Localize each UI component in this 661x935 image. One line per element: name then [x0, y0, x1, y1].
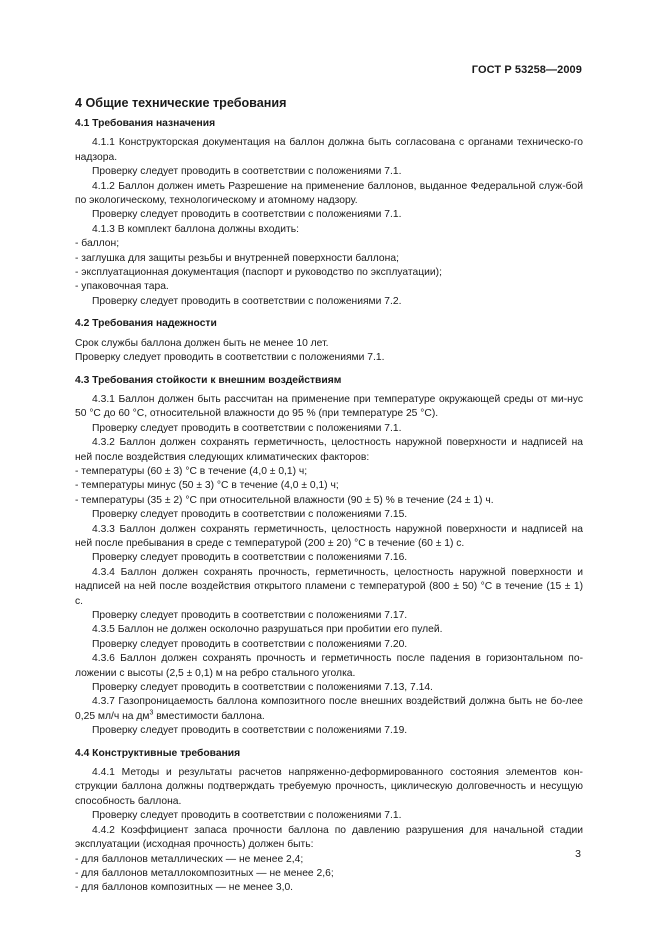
paragraph: Проверку следует проводить в соответствии с положениями 7.1. — [92, 166, 402, 178]
list-item: - упаковочная тара. — [75, 281, 169, 293]
subsection-title: 4.4 Конструктивные требования — [75, 747, 241, 759]
subsection-4-2 — [75, 317, 583, 365]
paragraph: 4.3.1 Баллон должен быть рассчитан на применение при температуре окружающей среды от ми-нус 50 °C до 60 °C, относительной влажности до 95 % (при температуре 25 °C). — [75, 393, 583, 420]
paragraph: 4.3.6 Баллон должен сохранять прочность и герметичность после падения в горизонтальном по-ложении с высоты (2,5 ± 0,1) м на ребро стального уголка. — [75, 653, 583, 679]
paragraph — [75, 695, 583, 724]
paragraph: Проверку следует проводить в соответствии с положениями 7.1. — [75, 352, 385, 364]
paragraph: Проверку следует проводить в соответствии с положениями 7.17. — [92, 610, 408, 621]
list-item: - баллон; — [75, 238, 120, 250]
subsection-4-4 — [75, 747, 583, 896]
paragraph-text: 4.3.7 Газопроницаемость баллона композитного после внешних воздействий должна быть не бо-лее 0,25 мл/ч на дм — [75, 696, 583, 722]
paragraph: 4.3.2 Баллон должен сохранять герметичность, целостность наружной поверхности и надписей на ней после воздействия следующих климатических факторов: — [75, 437, 583, 463]
paragraph: 4.1.2 Баллон должен иметь Разрешение на применение баллонов, выданное Федеральной служ-бой по экологическому, технологическому и атомному надзору. — [75, 180, 583, 207]
paragraph: 4.4.2 Коэффициент запаса прочности баллона по давлению разрушения для начальной стадии эксплуатации (исходная прочность) должен быть: — [75, 824, 583, 851]
paragraph: Проверку следует проводить в соответствии с положениями 7.19. — [92, 725, 408, 737]
subsection-title: 4.2 Требования надежности — [75, 318, 217, 330]
paragraph: Проверку следует проводить в соответствии с положениями 7.13, 7.14. — [92, 682, 433, 694]
list-item: - для баллонов металлокомпозитных — не менее 2,6; — [75, 867, 334, 879]
paragraph: Проверку следует проводить в соответствии с положениями 7.1. — [92, 422, 402, 434]
section-title: 4 Общие технические требования — [75, 96, 287, 110]
subsection-title: 4.3 Требования стойкости к внешним воздействиям — [75, 374, 342, 386]
paragraph: 4.3.5 Баллон не должен осколочно разрушаться при пробитии его пулей. — [92, 624, 443, 636]
subsection-title: 4.1 Требования назначения — [75, 118, 216, 129]
list-item: - эксплуатационная документация (паспорт и руководство по эксплуатации); — [75, 267, 442, 279]
list-item: - температуры (60 ± 3) °C в течение (4,0 ± 0,1) ч; — [75, 465, 308, 477]
paragraph: Проверку следует проводить в соответствии с положениями 7.16. — [92, 552, 408, 564]
list-item: - температуры (35 ± 2) °C при относительной влажности (90 ± 5) % в течение (24 ± 1) ч. — [75, 494, 494, 506]
paragraph: Срок службы баллона должен быть не менее 10 лет. — [75, 337, 329, 349]
list-item: - заглушка для защиты резьбы и внутренней поверхности баллона; — [75, 252, 399, 264]
paragraph: 4.4.1 Методы и результаты расчетов напряженно-деформированного состояния элементов кон-струкции баллона должны подтверждать требуемую прочность, циклическую долговечность и несущую способность баллона. — [75, 767, 583, 807]
superscript: 3 — [149, 709, 154, 717]
paragraph: 4.3.3 Баллон должен сохранять герметичность, целостность наружной поверхности и надписей на ней после пребывания в среде с температурой (200 ± 20) °C в течение (60 ± 1) с. — [75, 523, 583, 549]
paragraph: Проверку следует проводить в соответствии с положениями 7.15. — [92, 509, 408, 521]
list-item: - для баллонов металлических — не менее 2,4; — [75, 853, 304, 865]
paragraph: 4.3.4 Баллон должен сохранять прочность, герметичность, целостность наружной поверхности и надписей на ней после воздействия открытого пламени с температурой (800 ± 50) °C в течение (15 ± 1) с. — [75, 566, 583, 607]
list-item: - температуры минус (50 ± 3) °C в течение (4,0 ± 0,1) ч; — [75, 480, 339, 492]
standard-code: ГОСТ Р 53258—2009 — [471, 64, 582, 76]
paragraph-text: вместимости баллона. — [153, 710, 265, 722]
paragraph: Проверку следует проводить в соответствии с положениями 7.1. — [92, 810, 402, 822]
list-item: - для баллонов композитных — не менее 3,0. — [75, 882, 294, 894]
subsection-4-3 — [75, 374, 583, 739]
paragraph: 4.1.1 Конструкторская документация на баллон должна быть согласована с органами техническо-го надзора. — [75, 137, 583, 163]
paragraph: Проверку следует проводить в соответствии с положениями 7.1. — [92, 209, 402, 221]
paragraph: 4.1.3 В комплект баллона должны входить: — [92, 223, 300, 235]
paragraph: Проверку следует проводить в соответствии с положениями 7.20. — [92, 638, 408, 650]
page-number: 3 — [575, 848, 581, 860]
document-body — [75, 95, 583, 904]
paragraph: Проверку следует проводить в соответствии с положениями 7.2. — [92, 295, 402, 307]
subsection-4-1 — [75, 117, 583, 309]
